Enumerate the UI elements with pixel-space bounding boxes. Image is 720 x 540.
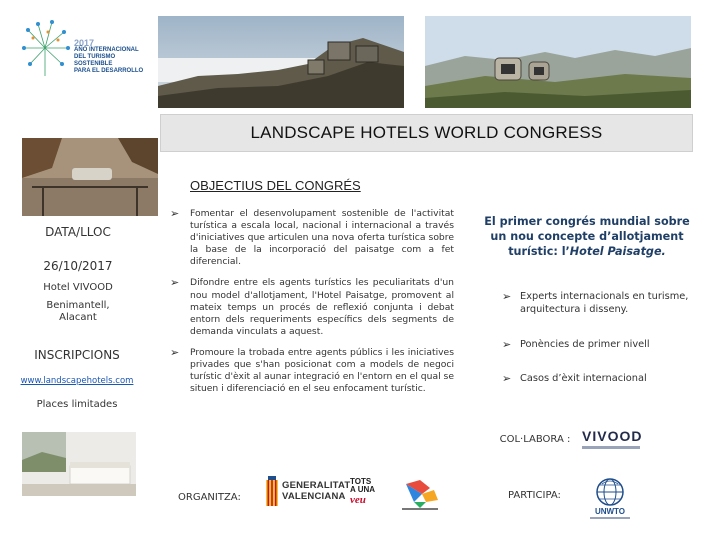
- highlight-bullet: [502, 290, 698, 316]
- organitza-label: ORGANITZA:: [178, 492, 241, 503]
- event-date: 26/10/2017: [43, 259, 113, 273]
- arrow-bullet-icon: ➢: [170, 277, 180, 290]
- logo-line-2: DEL TURISMO SOSTENIBLE: [74, 54, 116, 67]
- vivood-logo: [582, 428, 642, 456]
- highlight-bullet-text: Experts internacionals en turisme, arquitectura i disseny.: [520, 291, 689, 315]
- website-link[interactable]: www.landscapehotels.com: [20, 376, 134, 386]
- objectives-heading: OBJECTIUS DEL CONGRÉS: [190, 178, 361, 193]
- highlight-bullet: [502, 372, 698, 385]
- tots-line-3: veu: [350, 494, 366, 506]
- highlight-bullet-text: Casos d’èxit internacional: [520, 373, 647, 384]
- unwto-wordmark: UNWTO: [594, 507, 626, 516]
- places-limited: Places limitades: [36, 399, 118, 410]
- gv-name: [282, 480, 350, 502]
- congress-title: LANDSCAPE HOTELS WORLD CONGRESS: [250, 123, 603, 142]
- logo-line-3: PARA EL DESARROLLO: [74, 68, 144, 74]
- arrow-bullet-icon: ➢: [502, 373, 512, 385]
- arrow-bullet-icon: ➢: [170, 208, 180, 220]
- terrace-photo: [22, 138, 158, 216]
- unwto-logo: [582, 476, 638, 524]
- objective-text: Promoure la trobada entre agents públics i les iniciatives privades que s'han posicionat com a models de negoci turístic d'èxit al aunar integració en l'entorn en el qual se situen i diferenciació en el seu enfocament turístic.: [190, 346, 455, 395]
- vivood-subline: [582, 446, 640, 449]
- congress-title-bar: [160, 114, 693, 152]
- logo-text: [74, 40, 154, 75]
- gv-crest-icon: [264, 476, 280, 510]
- logo-line-1: AÑO INTERNACIONAL: [74, 47, 139, 53]
- highlight-bullet-text: Ponències de primer nivell: [520, 339, 650, 350]
- objective-text: Difondre entre els agents turístics les peculiaritats d'un nou model d'allotjament, l'Hotel Paisatge, promovent al mateix temps un procés de reflexió conjunta i debat entorn dels requeriments específics dels segments de demanda vinculats a aquest.: [190, 277, 454, 337]
- vivood-wordmark: VIVOOD: [582, 428, 643, 444]
- arrow-bullet-icon: ➢: [502, 291, 512, 303]
- tots-line-1: TOTS: [350, 477, 372, 486]
- hero-photo-cabins: [158, 16, 404, 108]
- objective-item: [170, 277, 454, 337]
- highlight-title-main: El primer congrés mundial sobre un nou concepte d’allotjament turístic: l’: [484, 215, 690, 258]
- logo-year: 2017: [74, 38, 95, 48]
- event-place: Benimantell, Alacant: [46, 300, 110, 323]
- gv-line-2: VALENCIANA: [282, 491, 346, 502]
- inscripcions-label: INSCRIPCIONS: [34, 348, 120, 362]
- arrow-bullet-icon: ➢: [502, 339, 512, 351]
- objective-item: [170, 347, 454, 395]
- objectives-list: [170, 208, 454, 404]
- comunitat-valenciana-logo: [396, 478, 444, 514]
- objective-text: Fomentar el desenvolupament sostenible de l'activitat turística a escala local, nacional i internacional a través d'iniciatives que articulen una nova oferta turística sobre la base de la incorporació del paisatge com a fet diferencial.: [190, 208, 454, 268]
- highlight-title-emphasis: Hotel Paisatge.: [569, 245, 666, 258]
- participa-label: PARTICIPA:: [508, 490, 561, 501]
- tots-a-una-veu-logo: [350, 478, 386, 514]
- highlight-bullet: [502, 338, 698, 351]
- dandelion-globe-icon: [18, 18, 72, 78]
- objective-item: [170, 208, 454, 268]
- hero-photo-landscape: [425, 16, 691, 108]
- tots-line-2: A UNA: [350, 485, 376, 494]
- hotel-room-photo: [22, 432, 136, 496]
- data-lloc-label: DATA/LLOC: [45, 225, 111, 239]
- event-venue: Hotel VIVOOD: [43, 282, 113, 293]
- arrow-bullet-icon: ➢: [170, 346, 180, 359]
- generalitat-valenciana-logo: [264, 474, 351, 514]
- gv-line-1: GENERALITAT: [282, 480, 351, 491]
- year-2017-logo: [14, 14, 154, 84]
- highlight-title: [476, 214, 698, 259]
- colabora-label: COL·LABORA :: [499, 434, 571, 445]
